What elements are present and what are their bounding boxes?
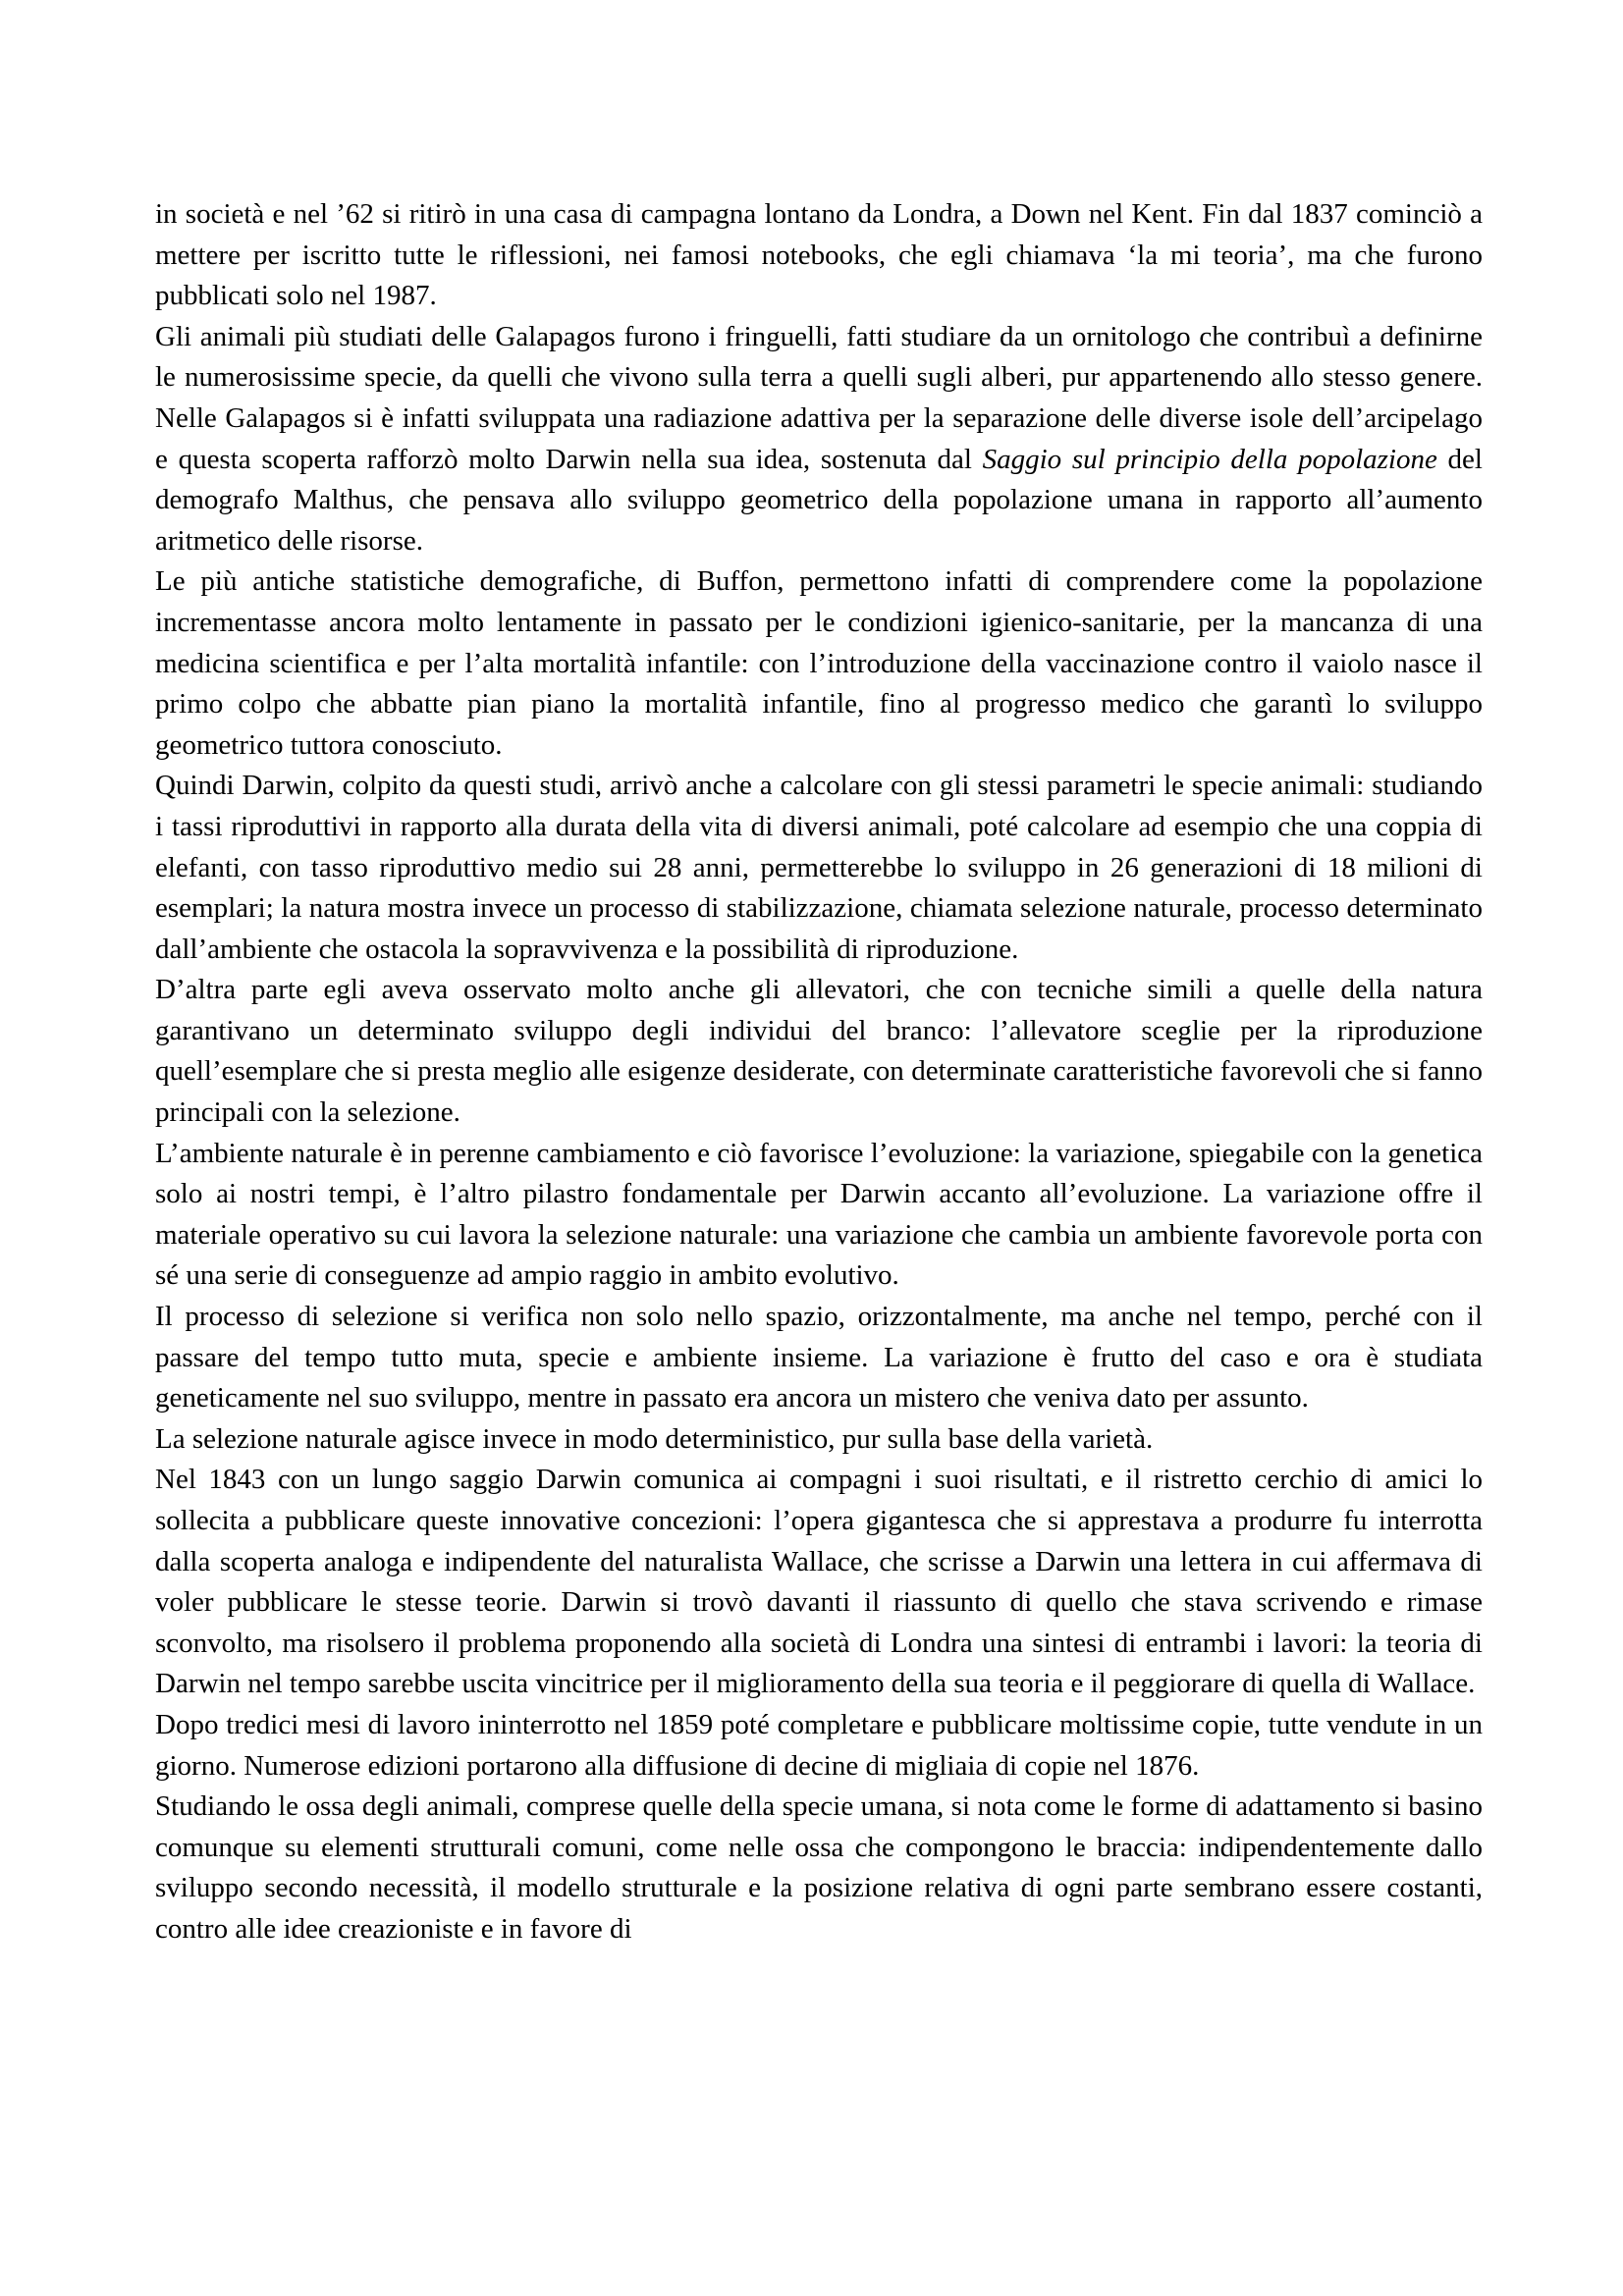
paragraph-bones: Studiando le ossa degli animali, comprese quelle della specie umana, si nota come le forme di adattamento si basino comunque su elementi strutturali comuni, come nelle ossa che compongono le braccia: indipendentemente dallo sviluppo secondo necessità, il modello strutturale e la posizione relativa di ogni parte sembrano essere costanti, contro alle idee creazioniste e in favore di <box>155 1790 1483 1945</box>
paragraph-demographic-statistics: Le più antiche statistiche demografiche, di Buffon, permettono infatti di comprendere come la popolazione incrementasse ancora molto lentamente in passato per le condizioni igienico-sanitarie, per la mancanza di una medicina scientifica e per l’alta mortalità infantile: con l’introduzione della vaccinazione contro il vaiolo nasce il primo colpo che abbatte pian piano la mortalità infantile, fino al progresso medico che garantì lo sviluppo geometrico tuttora conosciuto. <box>155 565 1483 761</box>
paragraph-text: del demografo Malthus, che pensava allo sviluppo geometrico della popolazione umana in rapporto all’aumento aritmetico delle risorse. <box>155 443 1483 557</box>
paragraph-publication: Dopo tredici mesi di lavoro ininterrotto nel 1859 poté completare e pubblicare moltissime copie, tutte vendute in un giorno. Numerose edizioni portarono alla diffusione di decine di migliaia di copie nel 1876. <box>155 1708 1483 1782</box>
paragraph-wallace: Nel 1843 con un lungo saggio Darwin comunica ai compagni i suoi risultati, e il ristretto cerchio di amici lo sollecita a pubblicare queste innovative concezioni: l’opera gigantesca che si apprestava a produrre fu interrotta dalla scoperta analoga e indipendente del naturalista Wallace, che scrisse a Darwin una lettera in cui affermava di voler pubblicare le stesse teorie. Darwin si trovò davanti il riassunto di quello che stava scrivendo e rimase sconvolto, ma risolsero il problema proponendo alla società di Londra una sintesi di entrambi i lavori: la teoria di Darwin nel tempo sarebbe uscita vincitrice per il miglioramento della sua teoria e il peggiorare di quella di Wallace. <box>155 1464 1483 1700</box>
paragraph-notebooks: in società e nel ’62 si ritirò in una casa di campagna lontano da Londra, a Down nel Kent. Fin dal 1837 cominciò a mettere per iscritto tutte le riflessioni, nei famosi notebooks, che egli chiamava ‘la mi teoria’, ma che furono pubblicati solo nel 1987. <box>155 198 1483 312</box>
document-body <box>155 194 1483 1950</box>
paragraph-elephants-calculation: Quindi Darwin, colpito da questi studi, arrivò anche a calcolare con gli stessi parametri le specie animali: studiando i tassi riproduttivi in rapporto alla durata della vita di diversi animali, poté calcolare ad esempio che una coppia di elefanti, con tasso riproduttivo medio sui 28 anni, permetterebbe lo sviluppo in 26 generazioni di 18 milioni di esemplari; la natura mostra invece un processo di stabilizzazione, chiamata selezione naturale, processo determinato dall’ambiente che ostacola la sopravvivenza e la possibilità di riproduzione. <box>155 770 1483 965</box>
paragraph-variation: L’ambiente naturale è in perenne cambiamento e ciò favorisce l’evoluzione: la variazione, spiegabile con la genetica solo ai nostri tempi, è l’altro pilastro fondamentale per Darwin accanto all’evoluzione. La variazione offre il materiale operativo su cui lavora la selezione naturale: una variazione che cambia un ambiente favorevole porta con sé una serie di conseguenze ad ampio raggio in ambito evolutivo. <box>155 1137 1483 1292</box>
book-title-italic: Saggio sul principio della popolazione <box>982 443 1437 475</box>
paragraph-selection-process: Il processo di selezione si verifica non solo nello spazio, orizzontalmente, ma anche nel tempo, perché con il passare del tempo tutto muta, specie e ambiente insieme. La variazione è frutto del caso e ora è studiata geneticamente nel suo sviluppo, mentre in passato era ancora un mistero che veniva dato per assunto. <box>155 1301 1483 1415</box>
paragraph-deterministic: La selezione naturale agisce invece in modo deterministico, pur sulla base della varietà. <box>155 1422 1154 1455</box>
paragraph-text: Gli animali più studiati delle Galapagos furono i fringuelli, fatti studiare da un ornitologo che contribuì a definirne le numerosissime specie, da quelli che vivono sulla terra a quelli sugli alberi, pur appartenendo allo stesso genere. Nelle Galapagos si è infatti sviluppata una radiazione adattiva per la separazione delle diverse isole dell’arcipelago e questa scoperta rafforzò molto Darwin nella sua idea, sostenuta dal <box>155 320 1483 475</box>
paragraph-breeders: D’altra parte egli aveva osservato molto anche gli allevatori, che con tecniche simili a quelle della natura garantivano un determinato sviluppo degli individui del branco: l’allevatore sceglie per la riproduzione quell’esemplare che si presta meglio alle esigenze desiderate, con determinate caratteristiche favorevoli che si fanno principali con la selezione. <box>155 974 1483 1129</box>
paragraph-galapagos-finches <box>155 317 1483 562</box>
